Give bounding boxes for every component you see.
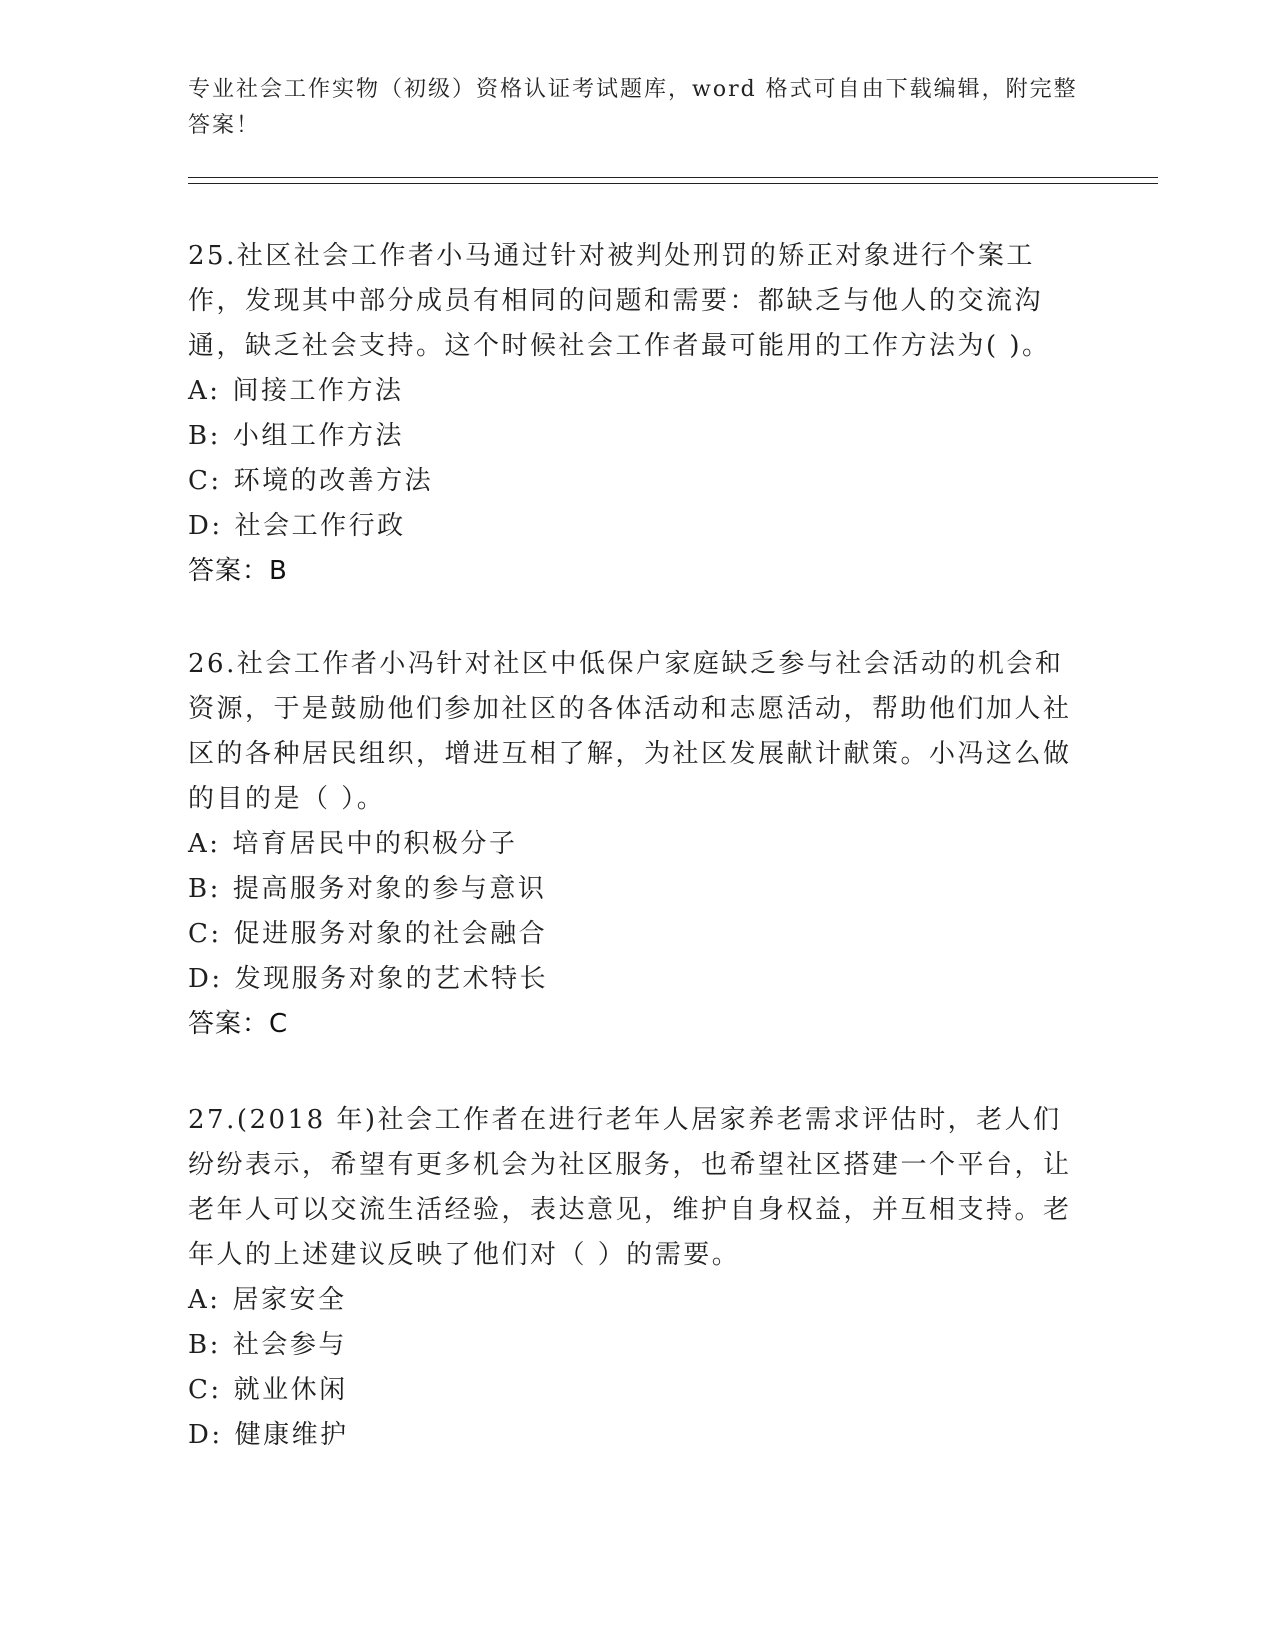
question-stem: 27.(2018 年)社会工作者在进行老年人居家养老需求评估时，老人们纷纷表示，希望有更多机会为社区服务，也希望社区搭建一个平台，让老年人可以交流生活经验，表达意见，维护自身权益，并互相支持。老年人的上述建议反映了他们对（ ）的需要。 xyxy=(188,1105,1072,1270)
question-27 xyxy=(188,1098,1088,1458)
option-a: A: 间接工作方法 xyxy=(188,376,404,406)
option-a: A: 培育居民中的积极分子 xyxy=(188,829,518,859)
option-d: D: 社会工作行政 xyxy=(188,511,406,541)
option-a: A: 居家安全 xyxy=(188,1285,347,1315)
page-header: 专业社会工作实物（初级）资格认证考试题库，word 格式可自由下载编辑，附完整答案！ xyxy=(188,77,1078,138)
header-rule-top xyxy=(188,177,1158,178)
answer: 答案：B xyxy=(188,556,288,586)
option-d: D: 健康维护 xyxy=(188,1420,349,1450)
option-c: C: 促进服务对象的社会融合 xyxy=(188,919,548,949)
option-c: C: 环境的改善方法 xyxy=(188,466,434,496)
option-b: B: 小组工作方法 xyxy=(188,421,404,451)
option-d: D: 发现服务对象的艺术特长 xyxy=(188,964,549,994)
option-b: B: 社会参与 xyxy=(188,1330,347,1360)
option-b: B: 提高服务对象的参与意识 xyxy=(188,874,547,904)
question-stem: 25.社区社会工作者小马通过针对被判处刑罚的矫正对象进行个案工作，发现其中部分成员有相同的问题和需要：都缺乏与他人的交流沟通，缺乏社会支持。这个时候社会工作者最可能用的工作方法为( )。 xyxy=(188,241,1051,361)
option-c: C: 就业休闲 xyxy=(188,1375,348,1405)
header-rule-bottom xyxy=(188,183,1158,184)
answer: 答案：C xyxy=(188,1009,289,1039)
question-26 xyxy=(188,642,1088,1047)
question-25 xyxy=(188,234,1088,594)
question-stem: 26.社会工作者小冯针对社区中低保户家庭缺乏参与社会活动的机会和资源，于是鼓励他们参加社区的各体活动和志愿活动，帮助他们加人社区的各种居民组织，增进互相了解，为社区发展献计献策。小冯这么做的目的是（ ）。 xyxy=(188,649,1072,814)
